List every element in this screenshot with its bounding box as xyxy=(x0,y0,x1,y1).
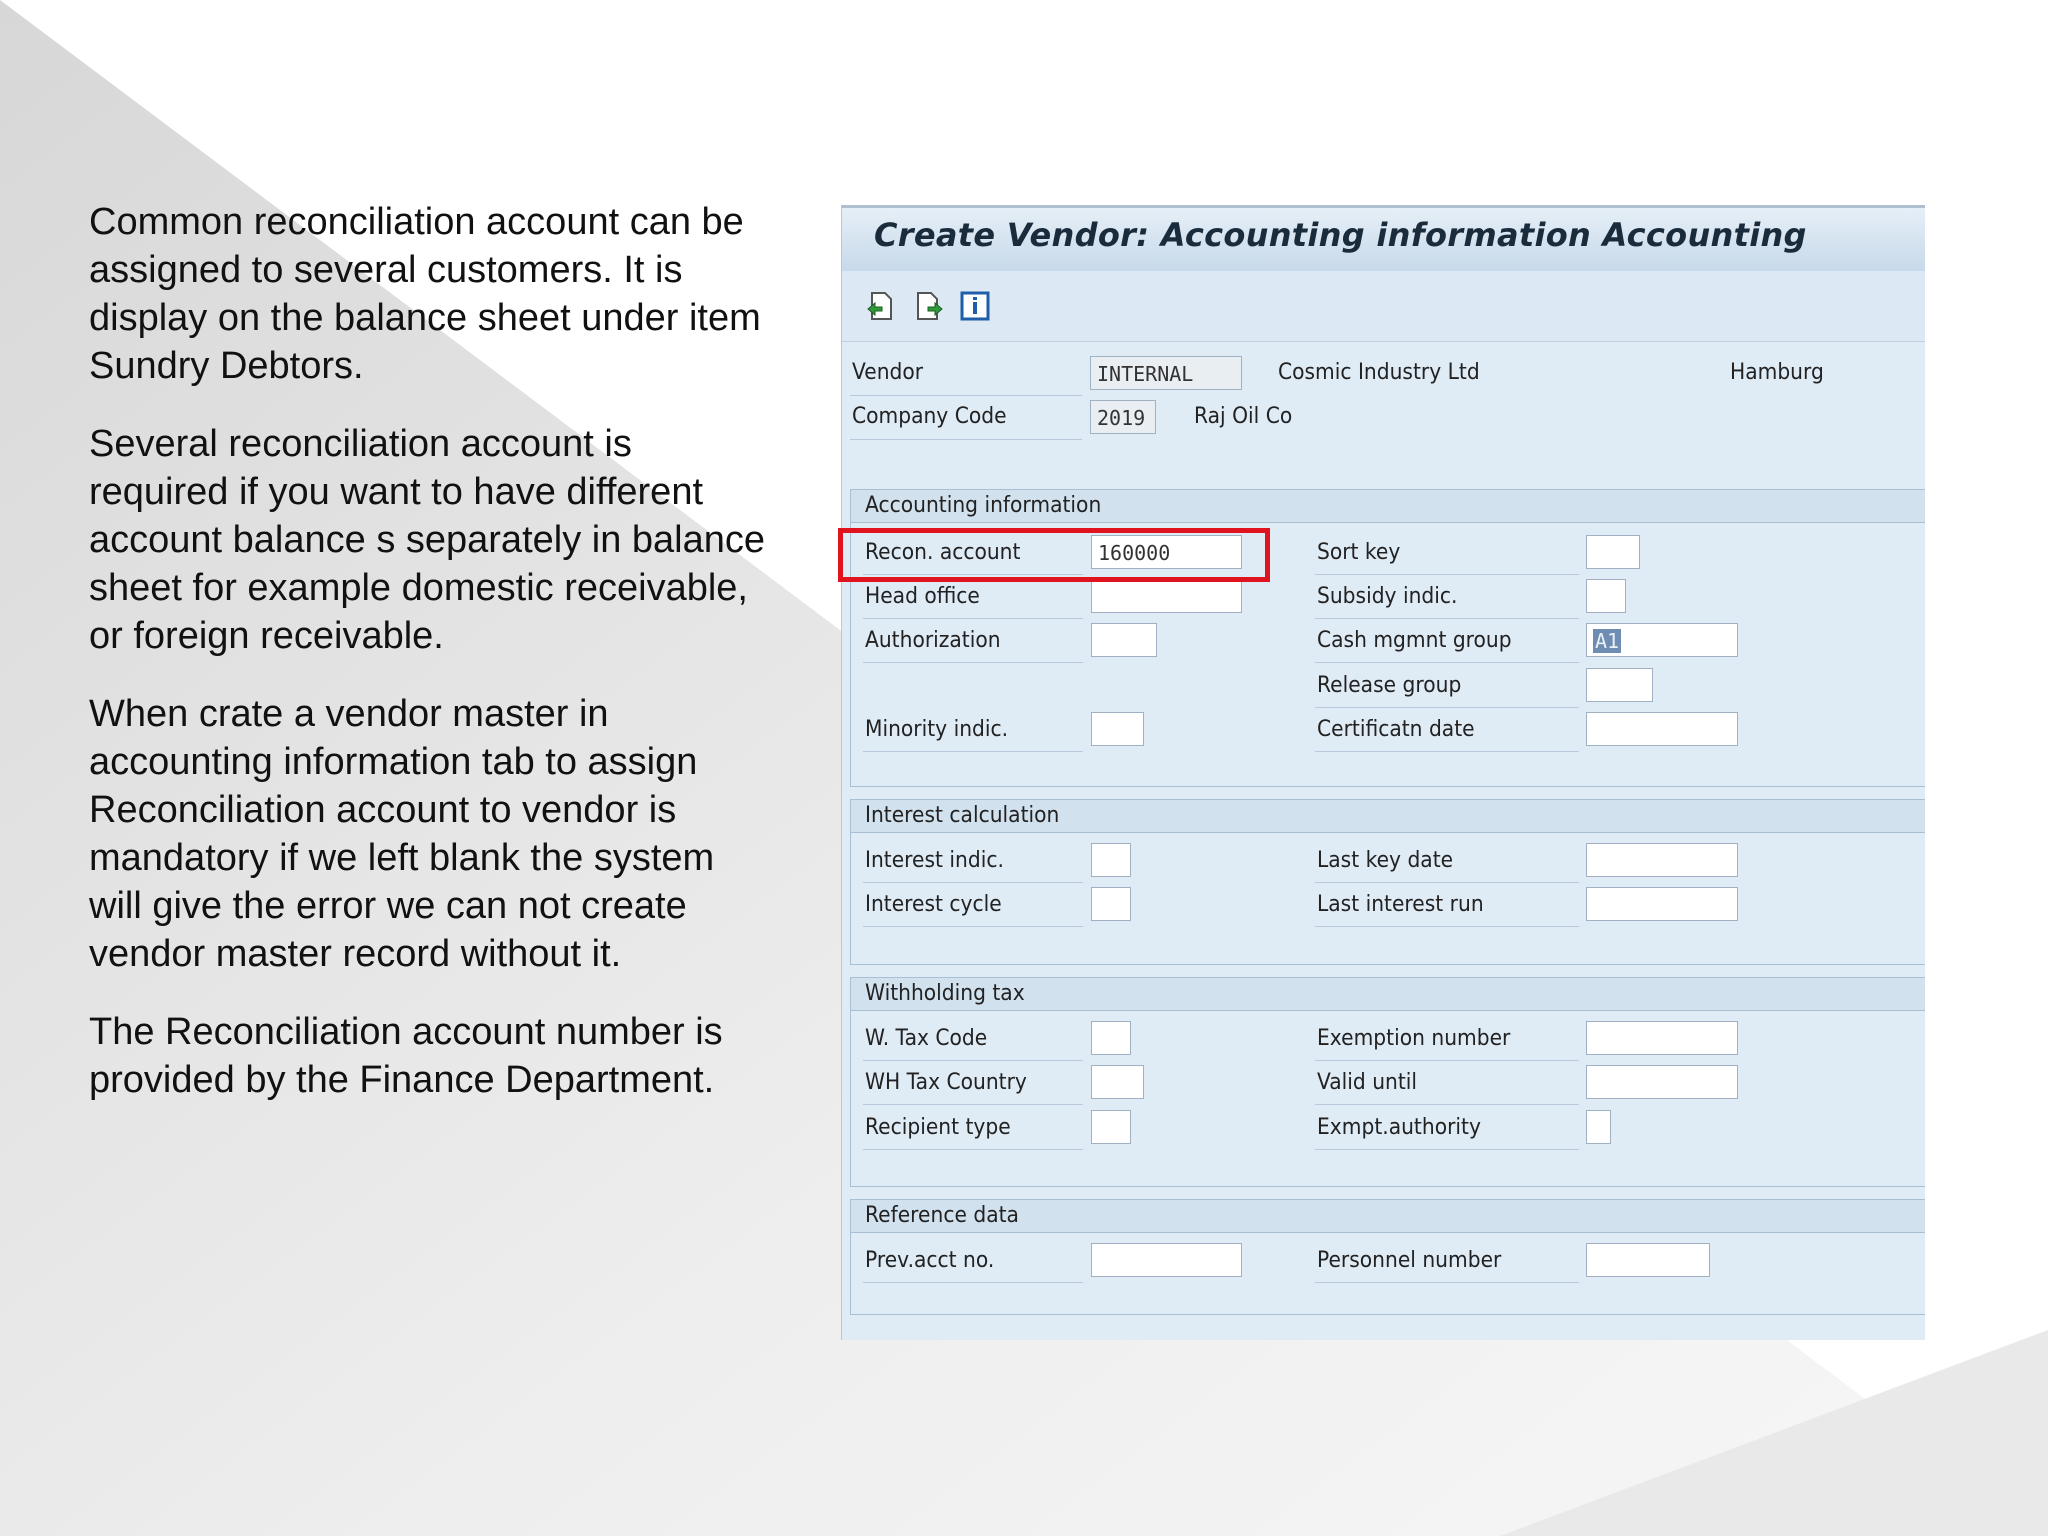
exemption-number-underline xyxy=(1315,1060,1579,1061)
wtax-code-field[interactable] xyxy=(1091,1021,1131,1055)
vendor-field[interactable]: INTERNAL xyxy=(1090,356,1242,390)
minority-indic-label: Minority indic. xyxy=(865,717,1009,742)
vendor-label: Vendor xyxy=(852,360,924,385)
personnel-number-underline xyxy=(1315,1282,1579,1283)
group-title: Interest calculation xyxy=(865,803,1060,828)
group-header xyxy=(851,1200,1925,1233)
wh-tax-country-field[interactable] xyxy=(1091,1065,1144,1099)
subsidy-indic-underline xyxy=(1315,618,1579,619)
valid-until-underline xyxy=(1315,1104,1579,1105)
head-office-field[interactable] xyxy=(1091,579,1242,613)
window-title-bar xyxy=(842,205,1925,271)
group-title: Accounting information xyxy=(865,493,1102,518)
subsidy-indic-field[interactable] xyxy=(1586,579,1626,613)
wh-tax-country-label: WH Tax Country xyxy=(865,1070,1027,1095)
sort-key-label: Sort key xyxy=(1317,540,1401,565)
certificatn-date-underline xyxy=(1315,751,1579,752)
valid-until-label: Valid until xyxy=(1317,1070,1418,1095)
cash-mgmnt-group-field[interactable] xyxy=(1586,623,1738,657)
group-title: Withholding tax xyxy=(865,981,1025,1006)
group-title: Reference data xyxy=(865,1203,1019,1228)
last-key-date-field[interactable] xyxy=(1586,843,1738,877)
group-header xyxy=(851,490,1925,523)
valid-until-field[interactable] xyxy=(1586,1065,1738,1099)
sort-key-underline xyxy=(1315,574,1579,575)
wtax-code-label: W. Tax Code xyxy=(865,1026,988,1051)
paragraph-2: Several reconciliation account is required if you want to have different account balance s separately in balance sheet for example domestic receivable, or foreign receivable. xyxy=(89,423,766,657)
paragraph-1: Common reconciliation account can be assigned to several customers. It is display on the balance sheet under item Sundry Debtors. xyxy=(89,201,761,387)
vendor-underline xyxy=(850,395,1082,396)
release-group-label: Release group xyxy=(1317,673,1462,698)
authorization-underline xyxy=(863,662,1083,663)
exmpt-authority-label: Exmpt.authority xyxy=(1317,1115,1481,1140)
wtax-code-underline xyxy=(863,1060,1083,1061)
group-reference-data xyxy=(850,1199,1925,1315)
head-office-label: Head office xyxy=(865,584,980,609)
info-icon[interactable] xyxy=(958,289,992,323)
last-interest-run-field[interactable] xyxy=(1586,887,1738,921)
company-code-underline xyxy=(850,439,1082,440)
paragraph-3: When crate a vendor master in accounting information tab to assign Reconciliation account to vendor is mandatory if we left blank the system will give the error we can not create vendor master record without it. xyxy=(89,693,715,975)
subsidy-indic-label: Subsidy indic. xyxy=(1317,584,1458,609)
vendor-city: Hamburg xyxy=(1730,360,1824,385)
group-interest-calculation xyxy=(850,799,1925,965)
recipient-type-field[interactable] xyxy=(1091,1110,1131,1144)
exmpt-authority-underline xyxy=(1315,1149,1579,1150)
last-key-date-label: Last key date xyxy=(1317,848,1454,873)
previous-screen-icon[interactable] xyxy=(864,289,898,323)
interest-indic-underline xyxy=(863,882,1083,883)
recon-account-highlight xyxy=(838,528,1270,582)
sort-key-field[interactable] xyxy=(1586,535,1640,569)
window-title: Create Vendor: Accounting information Accounting xyxy=(874,216,1807,254)
group-header xyxy=(851,800,1925,833)
last-interest-run-underline xyxy=(1315,926,1579,927)
release-group-underline xyxy=(1315,707,1579,708)
company-code-label: Company Code xyxy=(852,404,1007,429)
cash-mgmnt-group-underline xyxy=(1315,662,1579,663)
release-group-field[interactable] xyxy=(1586,668,1653,702)
certificatn-date-field[interactable] xyxy=(1586,712,1738,746)
head-office-underline xyxy=(863,618,1083,619)
prev-acct-field[interactable] xyxy=(1091,1243,1242,1277)
minority-indic-underline xyxy=(863,751,1083,752)
company-code-field[interactable]: 2019 xyxy=(1090,400,1156,434)
personnel-number-field[interactable] xyxy=(1586,1243,1710,1277)
prev-acct-underline xyxy=(863,1282,1083,1283)
group-header xyxy=(851,978,1925,1011)
interest-cycle-label: Interest cycle xyxy=(865,892,1002,917)
personnel-number-label: Personnel number xyxy=(1317,1248,1502,1273)
interest-cycle-underline xyxy=(863,926,1083,927)
group-withholding-tax xyxy=(850,977,1925,1187)
sap-create-vendor-window xyxy=(841,205,1925,1340)
vendor-name: Cosmic Industry Ltd xyxy=(1278,360,1480,385)
recipient-type-underline xyxy=(863,1149,1083,1150)
company-name: Raj Oil Co xyxy=(1194,404,1293,429)
authorization-field[interactable] xyxy=(1091,623,1157,657)
recipient-type-label: Recipient type xyxy=(865,1115,1011,1140)
interest-indic-label: Interest indic. xyxy=(865,848,1004,873)
interest-cycle-field[interactable] xyxy=(1091,887,1131,921)
cash-mgmnt-group-label: Cash mgmnt group xyxy=(1317,628,1512,653)
toolbar xyxy=(842,271,1925,342)
authorization-label: Authorization xyxy=(865,628,1001,653)
recon-account-field[interactable]: 160000 xyxy=(1091,535,1242,569)
slide-text xyxy=(89,198,814,1134)
last-key-date-underline xyxy=(1315,882,1579,883)
last-interest-run-label: Last interest run xyxy=(1317,892,1484,917)
exemption-number-field[interactable] xyxy=(1586,1021,1738,1055)
prev-acct-label: Prev.acct no. xyxy=(865,1248,995,1273)
paragraph-4: The Reconciliation account number is provided by the Finance Department. xyxy=(89,1011,723,1101)
cash-mgmnt-group-value: A1 xyxy=(1595,629,1620,653)
exemption-number-label: Exemption number xyxy=(1317,1026,1511,1051)
interest-indic-field[interactable] xyxy=(1091,843,1131,877)
next-screen-icon[interactable] xyxy=(912,289,946,323)
minority-indic-field[interactable] xyxy=(1091,712,1144,746)
certificatn-date-label: Certificatn date xyxy=(1317,717,1475,742)
recon-account-label: Recon. account xyxy=(865,540,1021,565)
exmpt-authority-field[interactable] xyxy=(1586,1110,1611,1144)
wh-tax-country-underline xyxy=(863,1104,1083,1105)
